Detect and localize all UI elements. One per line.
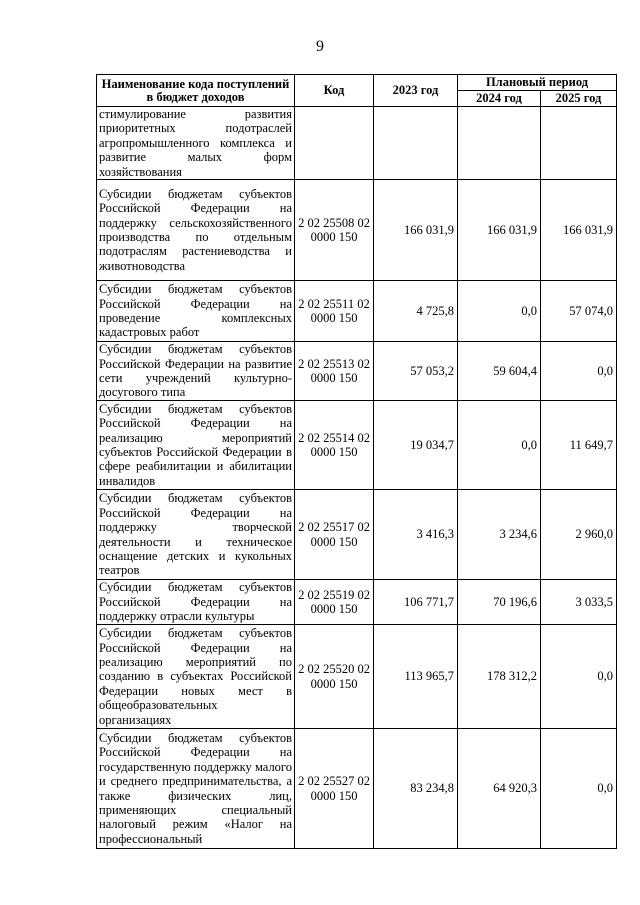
- row-2025: [541, 107, 617, 180]
- row-name: Субсидии бюджетам субъектов Российской Федерации на государственную поддержку малого и среднего предпринимательства, а также физических лиц, применяющих специальный налоговый режим «Налог на профессиональный: [97, 729, 295, 849]
- table-row: [97, 281, 617, 342]
- row-code: 2 02 25511 02 0000 150: [295, 281, 374, 342]
- row-2024: [458, 107, 541, 180]
- header-code: Код: [295, 75, 374, 107]
- row-name: Субсидии бюджетам субъектов Российской Федерации на развитие сети учреждений культурно-досугового типа: [97, 342, 295, 401]
- row-2023: 4 725,8: [374, 281, 458, 342]
- row-code: 2 02 25513 02 0000 150: [295, 342, 374, 401]
- row-2023: 113 965,7: [374, 625, 458, 729]
- row-2025: 2 960,0: [541, 490, 617, 580]
- row-code: 2 02 25527 02 0000 150: [295, 729, 374, 849]
- row-2023: [374, 107, 458, 180]
- header-2023: 2023 год: [374, 75, 458, 107]
- row-2024: 0,0: [458, 401, 541, 490]
- row-2024: 59 604,4: [458, 342, 541, 401]
- row-2023: 19 034,7: [374, 401, 458, 490]
- row-2024: 166 031,9: [458, 180, 541, 281]
- row-code: 2 02 25519 02 0000 150: [295, 580, 374, 625]
- row-2024: 178 312,2: [458, 625, 541, 729]
- row-code: [295, 107, 374, 180]
- row-name: Субсидии бюджетам субъектов Российской Федерации на поддержку сельскохозяйственного производства по отдельным подотраслям растениеводства и животноводства: [97, 180, 295, 281]
- row-2025: 0,0: [541, 625, 617, 729]
- row-2025: 11 649,7: [541, 401, 617, 490]
- header-2024: 2024 год: [458, 91, 541, 107]
- row-2023: 3 416,3: [374, 490, 458, 580]
- header-2025: 2025 год: [541, 91, 617, 107]
- row-name: Субсидии бюджетам субъектов Российской Федерации на реализацию мероприятий по созданию в субъектах Российской Федерации новых мест в общеобразовательных организациях: [97, 625, 295, 729]
- row-name: Субсидии бюджетам субъектов Российской Федерации на поддержку отрасли культуры: [97, 580, 295, 625]
- table-row: [97, 107, 617, 180]
- row-2023: 83 234,8: [374, 729, 458, 849]
- row-2025: 166 031,9: [541, 180, 617, 281]
- row-2025: 0,0: [541, 342, 617, 401]
- table-row: [97, 729, 617, 849]
- row-2024: 0,0: [458, 281, 541, 342]
- table-row: [97, 342, 617, 401]
- table-row: [97, 401, 617, 490]
- page-number: 9: [316, 38, 324, 55]
- row-2024: 70 196,6: [458, 580, 541, 625]
- row-code: 2 02 25517 02 0000 150: [295, 490, 374, 580]
- row-code: 2 02 25520 02 0000 150: [295, 625, 374, 729]
- header-name: Наименование кода поступлений в бюджет доходов: [97, 75, 295, 107]
- row-2024: 64 920,3: [458, 729, 541, 849]
- row-2025: 3 033,5: [541, 580, 617, 625]
- table-row: [97, 180, 617, 281]
- row-name: Субсидии бюджетам субъектов Российской Федерации на проведение комплексных кадастровых работ: [97, 281, 295, 342]
- row-name: Субсидии бюджетам субъектов Российской Федерации на поддержку творческой деятельности и техническое оснащение детских и кукольных театров: [97, 490, 295, 580]
- row-name: Субсидии бюджетам субъектов Российской Федерации на реализацию мероприятий субъектов Российской Федерации в сфере реабилитации и абилитации инвалидов: [97, 401, 295, 490]
- row-code: 2 02 25508 02 0000 150: [295, 180, 374, 281]
- row-2023: 106 771,7: [374, 580, 458, 625]
- table-row: [97, 625, 617, 729]
- row-2024: 3 234,6: [458, 490, 541, 580]
- table-row: [97, 580, 617, 625]
- row-code: 2 02 25514 02 0000 150: [295, 401, 374, 490]
- row-name: стимулирование развития приоритетных подотраслей агропромышленного комплекса и развитие малых форм хозяйствования: [97, 107, 295, 180]
- row-2025: 0,0: [541, 729, 617, 849]
- header-planned-period: Плановый период: [458, 75, 617, 91]
- table-row: [97, 490, 617, 580]
- revenue-table: [96, 74, 617, 849]
- row-2023: 57 053,2: [374, 342, 458, 401]
- row-2023: 166 031,9: [374, 180, 458, 281]
- row-2025: 57 074,0: [541, 281, 617, 342]
